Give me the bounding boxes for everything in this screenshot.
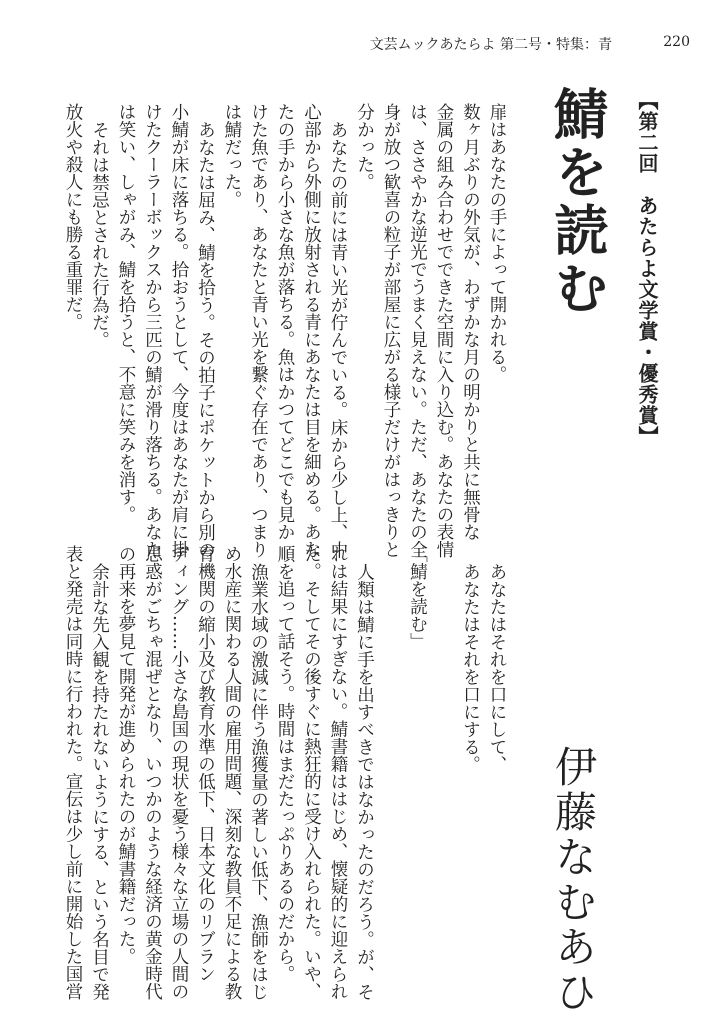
text-line: 数ヶ月ぶりの外気が、わずかな月の明かりと共に無骨な — [460, 103, 481, 541]
text-line: 分かった。 — [354, 103, 375, 191]
text-line: 放火や殺人にも勝る重罪だ。 — [63, 103, 83, 331]
text-line: 扉はあなたの手によって開かれる。 — [487, 103, 507, 383]
text-line: 思惑がごちゃ混ぜとなり、いつかのような経済の黄金時代 — [142, 545, 163, 1000]
text-line: けた魚であり、あなたと青い光を繋ぐ存在であり、つまり — [248, 103, 269, 558]
text-line: は笑い、しゃがみ、鯖を拾うと、不意に笑みを消す。 — [116, 103, 136, 523]
text-line: けたクーラーボックスから三匹の鯖が滑り落ちる。あなた — [142, 103, 163, 558]
text-line: たの手から小さな魚が落ちる。魚はかつてどこでも見か — [275, 103, 295, 541]
text-line: 身が放つ歓喜の粒子が部屋に広がる様子だけがはっきりと — [381, 103, 401, 558]
work-title: 鯖を読む — [546, 86, 610, 318]
body-text-upper — [60, 103, 511, 558]
text-line: あなたはそれを口にする。 — [460, 562, 481, 773]
text-line: 漁業水域の激減に伴う漁獲量の著しい低下、漁師をはじ — [248, 562, 269, 1000]
running-header — [170, 34, 690, 54]
text-line: の再来を夢見て開発が進められたのが鯖書籍だった。 — [116, 545, 136, 965]
blank-line — [431, 545, 458, 985]
blank-line — [378, 545, 405, 985]
text-line: は、ささやかな逆光でうまく見えない。ただ、あなたの全 — [407, 103, 428, 558]
text-line: ディング……小さな島国の現状を憂う様々な立場の人間の — [169, 545, 189, 1000]
text-line: れは結果にすぎない。鯖書籍ははじめ、懐疑的に迎えられ — [328, 545, 348, 1000]
text-line: 小鯖が床に落ちる。拾おうとして、今度はあなたが肩に掛 — [169, 103, 189, 558]
text-line: あなたは屈み、鯖を拾う。その拍子にポケットから別の — [195, 120, 216, 558]
text-line: め水産に関わる人間の雇用問題、深刻な教員不足による教 — [222, 545, 242, 1000]
text-line: 表と発売は同時に行われた。宣伝は少し前に開始した国営 — [63, 545, 83, 1000]
section-heading: 「鯖を読む」 — [407, 545, 428, 650]
text-line: 心部から外側に放射される青にあなたは目を細める。あな — [301, 103, 322, 558]
page-number: 220 — [663, 34, 690, 50]
text-line: あなたの前には青い光が佇んでいる。床から少し上、中 — [328, 120, 348, 558]
text-line: 育機関の縮小及び教育水準の低下、日本文化のリブラン — [195, 545, 216, 983]
text-line: た。そしてその後すぐに熱狂的に受け入れられた。いや、 — [301, 545, 322, 1000]
text-line: 人類は鯖に手を出すべきではなかったのだろう。が、そ — [354, 562, 375, 1000]
text-line: 金属の組み合わせでできた空間に入り込む。あなたの表情 — [434, 103, 454, 558]
text-line: それは禁忌とされた行為だ。 — [89, 120, 110, 348]
award-label: 【第二回 あたらよ文学賞・優秀賞】 — [635, 90, 659, 447]
author-name: 伊藤なむあひ — [549, 745, 598, 1015]
text-line: 順を追って話そう。時間はまだたっぷりあるのだから。 — [275, 545, 295, 983]
header-title: 文芸ムックあたらよ 第二号・特集：青 — [369, 37, 612, 53]
text-line: あなたはそれを口にして、 — [487, 562, 507, 773]
text-line: 余計な先入観を持たれないようにする、という名目で発 — [89, 562, 110, 1000]
text-line: は鯖だった。 — [222, 103, 242, 208]
body-text-lower — [60, 545, 511, 1000]
